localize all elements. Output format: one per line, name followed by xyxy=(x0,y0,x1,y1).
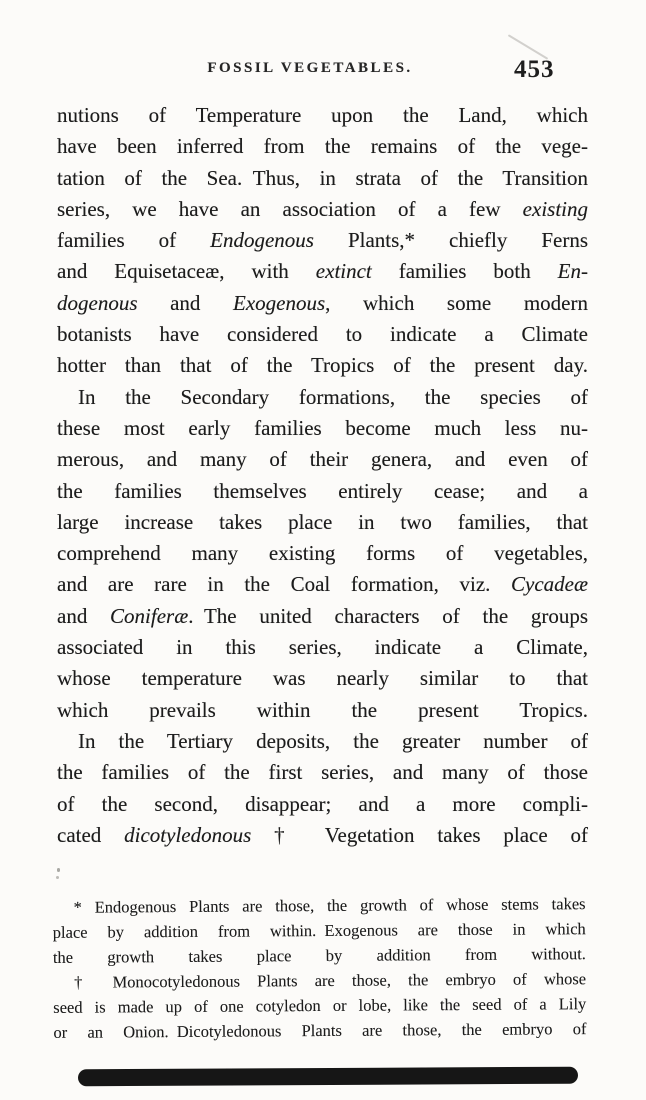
text-run: associated in this series, indicate a Climate, xyxy=(57,635,588,660)
italic-text-run: extinct xyxy=(315,259,372,284)
text-run: the families themselves entirely cease; and a xyxy=(57,478,588,503)
body-line xyxy=(57,444,588,475)
text-run: and Equisetaceæ, with xyxy=(57,259,316,284)
text-run: the growth takes place by addition from without. xyxy=(52,944,586,967)
page-number: 453 xyxy=(514,56,555,83)
text-run: Plants,* chiefly Ferns xyxy=(313,228,589,253)
scan-speck xyxy=(56,876,59,879)
text-run: of the second, disappear; and a more compli- xyxy=(57,791,588,816)
italic-text-run: dogenous xyxy=(57,290,138,315)
running-header-title: FOSSIL VEGETABLES. xyxy=(207,60,413,76)
text-run: large increase takes place in two families, that xyxy=(57,509,588,534)
text-run: families of xyxy=(57,228,211,253)
body-line xyxy=(57,820,588,851)
text-run: In the Tertiary deposits, the greater number of xyxy=(78,728,588,753)
text-run: the families of the first series, and many of those xyxy=(57,760,588,785)
body-line xyxy=(57,225,588,256)
text-run: In the Secondary formations, the species of xyxy=(78,384,588,409)
footnote-line xyxy=(53,1016,586,1045)
body-line xyxy=(57,163,588,194)
body-line xyxy=(57,726,588,757)
text-run: and xyxy=(137,290,234,315)
text-run: cated xyxy=(57,822,125,847)
body-line xyxy=(57,757,588,788)
body-line xyxy=(57,100,588,131)
text-run: seed is made up of one cotyledon or lobe, like the seed of a Lily xyxy=(53,994,587,1017)
text-run: † Monocotyledonous Plants are those, the embryo of whose xyxy=(74,969,587,992)
italic-text-run: existing xyxy=(522,196,588,221)
italic-text-run: En- xyxy=(557,259,588,284)
text-run: have been inferred from the remains of the vege- xyxy=(57,134,588,159)
italic-text-run: Endogenous xyxy=(210,228,314,253)
body-line xyxy=(57,569,588,600)
text-run: , which some modern xyxy=(325,290,588,315)
text-run: . The united characters of the groups xyxy=(188,603,588,628)
text-run: or an Onion. Dicotyledonous Plants are those, the embryo of xyxy=(53,1019,587,1042)
text-run: hotter than that of the Tropics of the present day. xyxy=(57,353,588,378)
body-text-block xyxy=(57,100,588,851)
body-line xyxy=(57,695,588,726)
footnote-line xyxy=(52,891,585,920)
scan-artifact-bar xyxy=(78,1067,578,1087)
italic-text-run: Cycadeæ xyxy=(511,572,588,597)
body-line xyxy=(57,507,588,538)
text-run: † Vegetation takes place of xyxy=(251,822,588,847)
text-run: place by addition from within. Exogenous are those in which xyxy=(52,919,586,942)
text-run: * Endogenous Plants are those, the growth of whose stems takes xyxy=(73,894,586,917)
text-run: whose temperature was nearly similar to that xyxy=(57,666,588,691)
italic-text-run: Exogenous xyxy=(233,290,326,315)
body-line xyxy=(57,789,588,820)
footnote-line xyxy=(53,916,586,945)
body-line xyxy=(57,413,588,444)
body-line xyxy=(57,194,588,225)
body-line xyxy=(57,663,588,694)
body-line xyxy=(57,288,588,319)
body-line xyxy=(57,632,588,663)
italic-text-run: Coniferæ xyxy=(110,603,189,628)
footnote-line xyxy=(53,966,586,995)
text-run: and are rare in the Coal formation, viz. xyxy=(57,572,512,597)
body-line xyxy=(57,538,588,569)
footnotes-block xyxy=(52,891,586,1045)
text-run: tation of the Sea. Thus, in strata of the Transition xyxy=(57,165,588,190)
scan-speck xyxy=(57,868,60,872)
text-run: series, we have an association of a few xyxy=(57,196,523,221)
italic-text-run: dicotyledonous xyxy=(124,822,252,847)
footnote-line xyxy=(53,991,586,1020)
body-line xyxy=(57,350,588,381)
text-run: merous, and many of their genera, and even of xyxy=(57,447,588,472)
text-run: comprehend many existing forms of vegetables, xyxy=(57,541,588,566)
text-run: these most early families become much less nu- xyxy=(57,415,588,440)
body-line xyxy=(57,601,588,632)
body-line xyxy=(57,476,588,507)
text-run: botanists have considered to indicate a Climate xyxy=(57,322,588,347)
body-line xyxy=(57,382,588,413)
text-run: families both xyxy=(371,259,558,284)
text-run: which prevails within the present Tropics. xyxy=(57,697,588,722)
footnote-line xyxy=(53,941,586,970)
body-line xyxy=(57,319,588,350)
text-run: nutions of Temperature upon the Land, which xyxy=(57,103,588,127)
body-line xyxy=(57,256,588,287)
body-line xyxy=(57,131,588,162)
text-run: and xyxy=(57,603,111,628)
